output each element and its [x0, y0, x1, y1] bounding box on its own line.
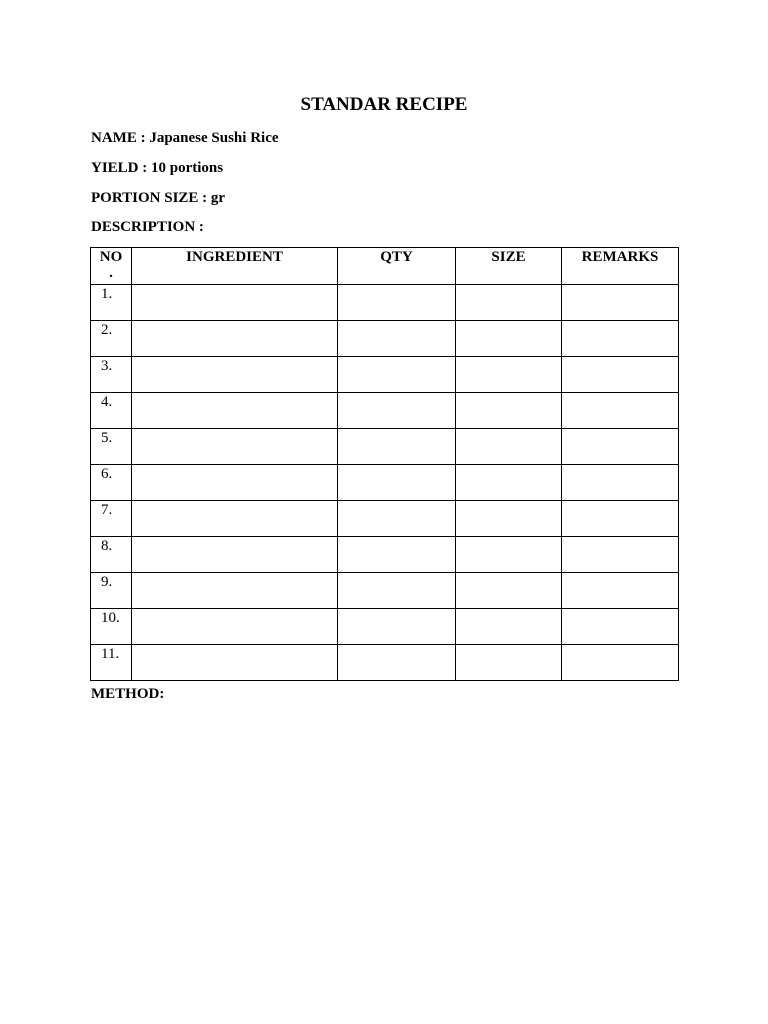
qty-cell	[338, 393, 456, 429]
row-number-cell: 5.	[91, 429, 132, 465]
ingredient-cell	[132, 645, 338, 681]
row-number-cell: 8.	[91, 537, 132, 573]
header-no	[91, 248, 132, 285]
table-row	[91, 645, 679, 681]
table-row	[91, 285, 679, 321]
header-qty: QTY	[338, 248, 456, 285]
qty-cell	[338, 537, 456, 573]
remarks-cell	[562, 645, 679, 681]
size-cell	[456, 393, 562, 429]
size-cell	[456, 501, 562, 537]
ingredients-table	[90, 247, 679, 681]
row-number-cell: 4.	[91, 393, 132, 429]
remarks-cell	[562, 393, 679, 429]
row-number-cell: 6.	[91, 465, 132, 501]
page-title: STANDAR RECIPE	[300, 94, 468, 115]
size-cell	[456, 609, 562, 645]
qty-cell	[338, 645, 456, 681]
size-cell	[456, 429, 562, 465]
ingredient-cell	[132, 357, 338, 393]
ingredient-cell	[132, 285, 338, 321]
table-row	[91, 573, 679, 609]
table-row	[91, 465, 679, 501]
size-cell	[456, 357, 562, 393]
ingredient-cell	[132, 465, 338, 501]
table-row	[91, 321, 679, 357]
remarks-cell	[562, 285, 679, 321]
row-number-cell: 1.	[91, 285, 132, 321]
qty-cell	[338, 429, 456, 465]
qty-cell	[338, 321, 456, 357]
qty-cell	[338, 465, 456, 501]
qty-cell	[338, 609, 456, 645]
row-number-cell: 11.	[91, 645, 132, 681]
ingredient-cell	[132, 537, 338, 573]
size-cell	[456, 645, 562, 681]
header-remarks: REMARKS	[562, 248, 679, 285]
ingredient-cell	[132, 573, 338, 609]
recipe-yield: YIELD : 10 portions	[91, 160, 224, 176]
table-row	[91, 429, 679, 465]
table-row	[91, 501, 679, 537]
qty-cell	[338, 285, 456, 321]
table-header-row	[91, 248, 679, 285]
size-cell	[456, 321, 562, 357]
size-cell	[456, 285, 562, 321]
row-number-cell: 7.	[91, 501, 132, 537]
remarks-cell	[562, 321, 679, 357]
header-no-text: NO	[99, 249, 123, 265]
remarks-cell	[562, 429, 679, 465]
method-label: METHOD:	[91, 686, 165, 702]
remarks-cell	[562, 501, 679, 537]
remarks-cell	[562, 573, 679, 609]
row-number-cell: 2.	[91, 321, 132, 357]
table-row	[91, 393, 679, 429]
description-label: DESCRIPTION :	[91, 219, 204, 235]
row-number-cell: 10.	[91, 609, 132, 645]
qty-cell	[338, 573, 456, 609]
row-number-cell: 3.	[91, 357, 132, 393]
ingredient-cell	[132, 501, 338, 537]
header-no-dot: .	[109, 265, 113, 281]
size-cell	[456, 537, 562, 573]
recipe-name: NAME : Japanese Sushi Rice	[91, 130, 279, 146]
table-row	[91, 537, 679, 573]
qty-cell	[338, 501, 456, 537]
ingredient-cell	[132, 609, 338, 645]
portion-size: PORTION SIZE : gr	[91, 190, 226, 206]
size-cell	[456, 465, 562, 501]
size-cell	[456, 573, 562, 609]
remarks-cell	[562, 357, 679, 393]
table-row	[91, 609, 679, 645]
ingredient-cell	[132, 429, 338, 465]
remarks-cell	[562, 537, 679, 573]
ingredient-cell	[132, 393, 338, 429]
row-number-cell: 9.	[91, 573, 132, 609]
header-ingredient: INGREDIENT	[132, 248, 338, 285]
ingredient-cell	[132, 321, 338, 357]
table-row	[91, 357, 679, 393]
qty-cell	[338, 357, 456, 393]
remarks-cell	[562, 465, 679, 501]
header-size: SIZE	[456, 248, 562, 285]
remarks-cell	[562, 609, 679, 645]
